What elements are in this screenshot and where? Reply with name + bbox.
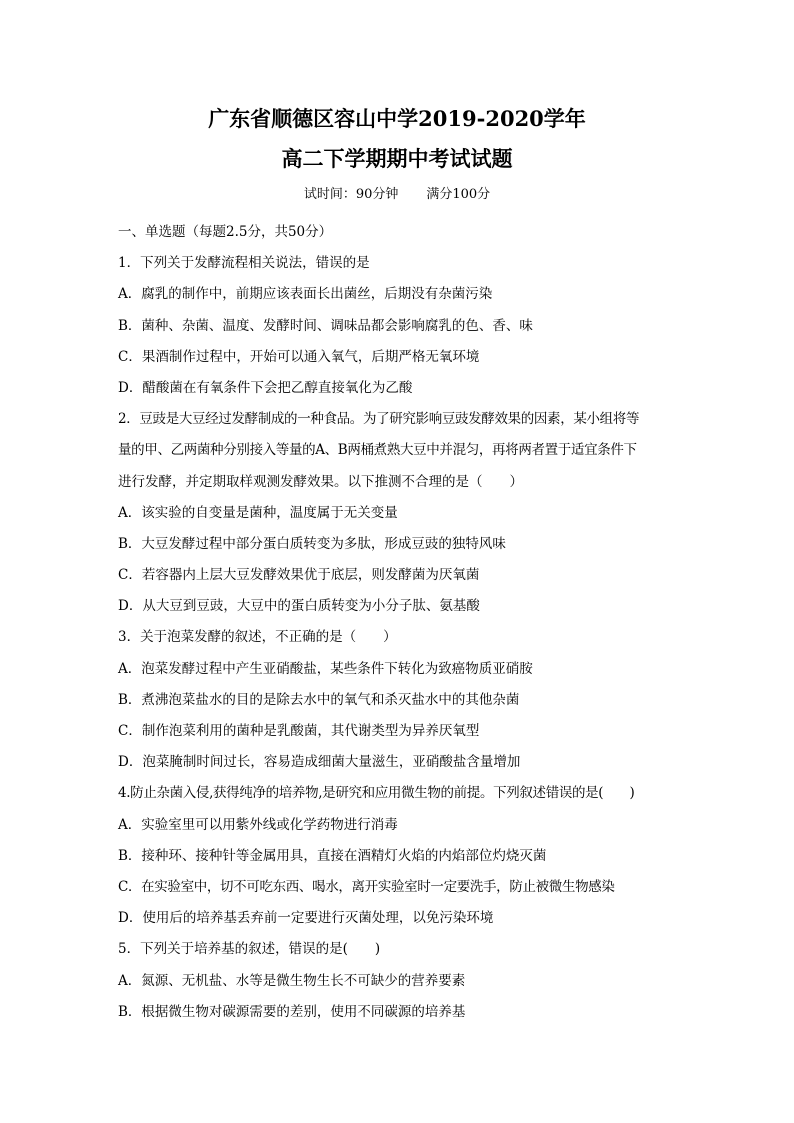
answer-option: B．接种环、接种针等金属用具，直接在酒精灯火焰的内焰部位灼烧灭菌 <box>118 847 547 864</box>
exam-time: 试时间：90分钟 <box>303 187 399 202</box>
answer-option: C．在实验室中，切不可吃东西、喝水，离开实验室时一定要洗手，防止被微生物感染 <box>118 878 615 895</box>
question-stem: 4.防止杂菌入侵,获得纯净的培养物,是研究和应用微生物的前提。下列叙述错误的是( ) <box>118 785 635 802</box>
section-heading: 一、单选题（每题2.5分，共50分） <box>118 224 333 240</box>
question-stem: 5．下列关于培养基的叙述，错误的是( ) <box>118 941 381 958</box>
answer-option: B．菌种、杂菌、温度、发酵时间、调味品都会影响腐乳的色、香、味 <box>118 317 533 334</box>
question-stem: 进行发酵，并定期取样观测发酵效果。以下推测不合理的是（ ） <box>118 473 523 490</box>
question-stem: 2．豆豉是大豆经过发酵制成的一种食品。为了研究影响豆豉发酵效果的因素，某小组将等 <box>118 411 640 428</box>
answer-option: D．泡菜腌制时间过长，容易造成细菌大量滋生，亚硝酸盐含量增加 <box>118 754 521 771</box>
answer-option: A．该实验的自变量是菌种，温度属于无关变量 <box>118 504 398 521</box>
answer-option: D．醋酸菌在有氧条件下会把乙醇直接氧化为乙酸 <box>118 379 413 396</box>
exam-title-line1: 广东省顺德区容山中学2019-2020学年 <box>208 106 586 131</box>
answer-option: C．果酒制作过程中，开始可以通入氧气，后期严格无氧环境 <box>118 348 480 365</box>
exam-body <box>118 217 680 1028</box>
answer-option: A．实验室里可以用紫外线或化学药物进行消毒 <box>118 816 398 833</box>
exam-score: 满分100分 <box>426 187 491 202</box>
answer-option: A．泡菜发酵过程中产生亚硝酸盐，某些条件下转化为致癌物质亚硝胺 <box>118 660 533 677</box>
question-stem: 1．下列关于发酵流程相关说法，错误的是 <box>118 255 370 272</box>
answer-option: B．根据微生物对碳源需要的差别，使用不同碳源的培养基 <box>118 1003 466 1020</box>
question-stem: 量的甲、乙两菌种分别接入等量的A、B两桶煮熟大豆中并混匀，再将两者置于适宜条件下 <box>118 442 637 459</box>
answer-option: C．若容器内上层大豆发酵效果优于底层，则发酵菌为厌氧菌 <box>118 567 480 584</box>
exam-title-line2: 高二下学期期中考试试题 <box>281 146 513 171</box>
exam-meta <box>0 186 794 204</box>
answer-option: B．大豆发酵过程中部分蛋白质转变为多肽，形成豆豉的独特风味 <box>118 535 506 552</box>
answer-option: A．氮源、无机盐、水等是微生物生长不可缺少的营养要素 <box>118 972 466 989</box>
answer-option: B．煮沸泡菜盐水的目的是除去水中的氧气和杀灭盐水中的其他杂菌 <box>118 691 520 708</box>
answer-option: A．腐乳的制作中，前期应该表面长出菌丝，后期没有杂菌污染 <box>118 286 493 303</box>
question-stem: 3．关于泡菜发酵的叙述，不正确的是（ ） <box>118 629 397 646</box>
answer-option: C．制作泡菜利用的菌种是乳酸菌，其代谢类型为异养厌氧型 <box>118 723 480 739</box>
answer-option: D．从大豆到豆豉，大豆中的蛋白质转变为小分子肽、氨基酸 <box>118 598 480 615</box>
answer-option: D．使用后的培养基丢弃前一定要进行灭菌处理，以免污染环境 <box>118 910 494 927</box>
